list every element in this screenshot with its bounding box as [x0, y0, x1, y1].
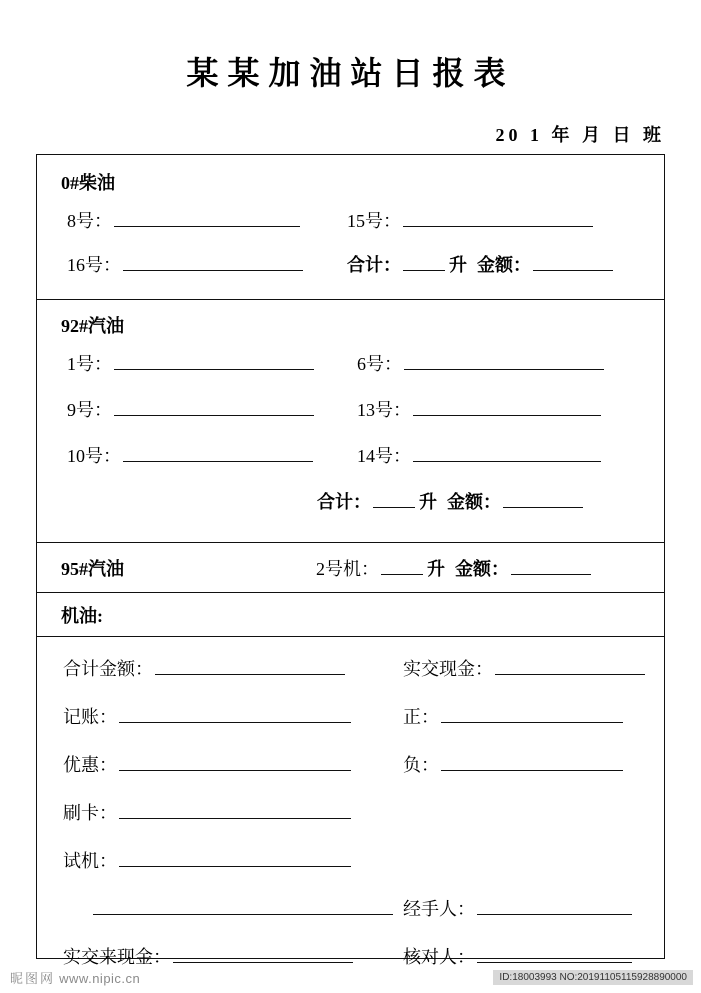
field-line[interactable] — [119, 850, 351, 867]
field-label: 经手人： — [403, 899, 475, 919]
totals-row-7 — [37, 943, 664, 969]
field-label: 13号： — [357, 400, 411, 420]
totals-row-3 — [37, 751, 664, 777]
field-label: 负： — [403, 755, 439, 775]
field-line[interactable] — [123, 254, 303, 271]
amount-label: 金额： — [455, 558, 509, 579]
section-engine-oil — [37, 593, 664, 637]
field-label: 6号： — [357, 354, 402, 374]
field-line[interactable] — [403, 210, 593, 227]
gas92-row-2 — [37, 396, 664, 422]
field-line[interactable] — [114, 210, 300, 227]
field-test-run[interactable] — [63, 847, 403, 873]
field-gas92-10[interactable] — [67, 442, 357, 468]
field-line[interactable] — [93, 898, 393, 915]
total-line[interactable] — [403, 254, 445, 271]
field-line[interactable] — [155, 658, 345, 675]
totals-row-4 — [37, 799, 664, 825]
field-checker[interactable] — [403, 943, 632, 969]
gas92-total-row — [37, 488, 664, 514]
field-label: 10号： — [67, 446, 121, 466]
amount-label: 金额： — [477, 255, 531, 275]
field-positive[interactable] — [403, 703, 623, 729]
watermark-site-cn: 昵图网 — [10, 971, 56, 986]
field-discount[interactable] — [63, 751, 403, 777]
page-title: 某某加油站日报表 — [186, 55, 515, 91]
field-actual-cash[interactable] — [63, 943, 403, 969]
unit-label: 升 — [427, 558, 445, 579]
unit-label: 升 — [449, 255, 467, 275]
field-gas92-1[interactable] — [67, 350, 357, 376]
total-label: 合计： — [347, 255, 401, 275]
diesel-row-2 — [37, 251, 664, 277]
section-heading-engine-oil: 机油: — [61, 605, 103, 626]
field-line[interactable] — [404, 353, 604, 370]
amount-label: 金额： — [447, 492, 501, 512]
field-label: 实交现金： — [403, 659, 493, 679]
unit-label: 升 — [419, 492, 437, 512]
field-line[interactable] — [441, 754, 623, 771]
field-cash-paid[interactable] — [403, 655, 645, 681]
section-heading-diesel-0: 0#柴油 — [61, 173, 115, 193]
field-line[interactable] — [114, 399, 314, 416]
totals-row-6 — [37, 895, 664, 921]
totals-row-1 — [37, 655, 664, 681]
amount-line[interactable] — [511, 558, 591, 575]
pump-label: 2号机： — [316, 558, 379, 579]
field-label: 1号： — [67, 354, 112, 374]
field-diesel-8[interactable] — [67, 207, 347, 233]
section-gasoline-92 — [37, 300, 664, 543]
field-account[interactable] — [63, 703, 403, 729]
date-shift-line: 20 1 年 月 日 班 — [495, 125, 665, 145]
asset-id-badge: ID:18003993 NO:20191105115928890000 — [493, 970, 693, 985]
pump-line[interactable] — [381, 558, 423, 575]
field-label: 8号： — [67, 211, 112, 231]
gas92-row-3 — [37, 442, 664, 468]
field-handler[interactable] — [403, 895, 632, 921]
section-diesel-0 — [37, 155, 664, 300]
field-label: 16号： — [67, 255, 121, 275]
section-totals — [37, 637, 664, 969]
field-line[interactable] — [119, 754, 351, 771]
field-negative[interactable] — [403, 751, 623, 777]
section-heading-gasoline-95: 95#汽油 — [61, 558, 124, 579]
section-heading-gasoline-92: 92#汽油 — [61, 316, 124, 336]
field-line[interactable] — [477, 946, 632, 963]
field-line[interactable] — [123, 445, 313, 462]
field-label: 核对人： — [403, 947, 475, 967]
field-diesel-16[interactable] — [67, 251, 347, 277]
field-total-amount[interactable] — [63, 655, 403, 681]
field-label: 优惠： — [63, 755, 117, 775]
watermark-site-url: www.nipic.cn — [59, 971, 141, 986]
field-blank-line[interactable] — [63, 898, 403, 915]
total-label: 合计： — [317, 492, 371, 512]
field-line[interactable] — [119, 802, 351, 819]
field-gas92-9[interactable] — [67, 396, 357, 422]
watermark — [10, 968, 140, 987]
field-line[interactable] — [413, 445, 601, 462]
gas92-row-1 — [37, 350, 664, 376]
field-diesel-15[interactable] — [347, 207, 593, 233]
field-label: 9号： — [67, 400, 112, 420]
field-line[interactable] — [119, 706, 351, 723]
field-label: 刷卡： — [63, 803, 117, 823]
amount-line[interactable] — [503, 491, 583, 508]
section-gasoline-95 — [37, 543, 664, 593]
field-line[interactable] — [173, 946, 353, 963]
field-line[interactable] — [477, 898, 632, 915]
field-line[interactable] — [114, 353, 314, 370]
field-gas92-14[interactable] — [357, 442, 601, 468]
field-gas92-6[interactable] — [357, 350, 604, 376]
field-label: 正： — [403, 707, 439, 727]
total-line[interactable] — [373, 491, 415, 508]
field-card[interactable] — [63, 799, 403, 825]
totals-row-5 — [37, 847, 664, 873]
field-gas92-total[interactable] — [317, 488, 583, 514]
totals-row-2 — [37, 703, 664, 729]
field-label: 试机： — [63, 851, 117, 871]
field-label: 14号： — [357, 446, 411, 466]
field-label: 实交来现金： — [63, 947, 171, 967]
report-form — [36, 154, 665, 967]
field-line[interactable] — [413, 399, 601, 416]
field-gas95-pump2[interactable] — [316, 555, 591, 581]
field-gas92-13[interactable] — [357, 396, 601, 422]
field-line[interactable] — [441, 706, 623, 723]
field-label: 记账： — [63, 707, 117, 727]
diesel-row-1 — [37, 207, 664, 233]
field-line[interactable] — [495, 658, 645, 675]
field-label: 合计金额： — [63, 659, 153, 679]
field-diesel-total[interactable] — [347, 251, 613, 277]
amount-line[interactable] — [533, 254, 613, 271]
field-label: 15号： — [347, 211, 401, 231]
